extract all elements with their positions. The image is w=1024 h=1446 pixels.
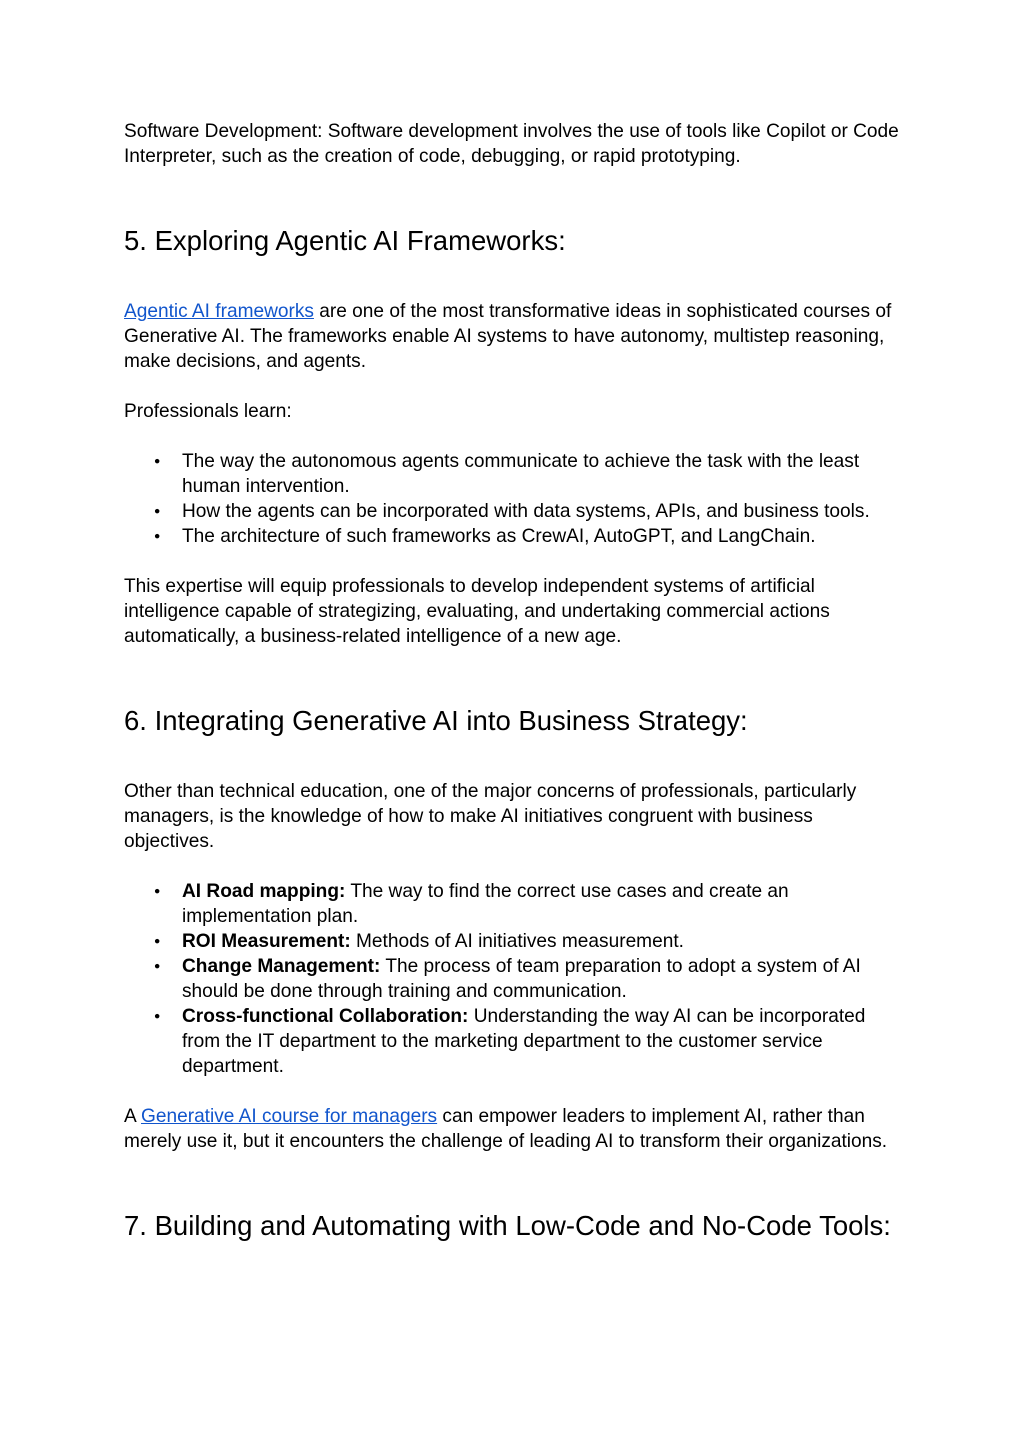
bullet-bold-label: Cross-functional Collaboration: [182, 1006, 469, 1027]
list-item [124, 1004, 900, 1079]
section6-bullet-list [124, 879, 900, 1079]
list-item [124, 879, 900, 929]
list-item: ● The architecture of such frameworks as CrewAI, AutoGPT, and LangChain. [124, 524, 900, 549]
bullet-text: Understanding the way AI can be incorporated from the IT department to the marketing department to the customer service department. [182, 1006, 866, 1077]
section5-bullet-list [124, 449, 900, 549]
bullet-text: The way to find the correct use cases and create an implementation plan. [182, 881, 789, 927]
professionals-learn-paragraph: Professionals learn: [124, 401, 292, 422]
bullet-bold-label: ROI Measurement: [182, 931, 351, 952]
list-item [124, 954, 900, 1004]
list-item: ● How the agents can be incorporated with data systems, APIs, and business tools. [124, 499, 900, 524]
bullet-bold-label: Change Management: [182, 956, 381, 977]
intro-paragraph: Software Development: Software development involves the use of tools like Copilot or Code Interpreter, such as the creation of code, debugging, or rapid prototyping. [124, 121, 899, 167]
section6-closing-before-link: A [124, 1106, 141, 1127]
generative-ai-course-link[interactable]: Generative AI course for managers [141, 1106, 438, 1127]
section5-closing-paragraph: This expertise will equip professionals to develop independent systems of artificial intelligence capable of strategizing, evaluating, and undertaking commercial actions automatically, a business-related intelligence of a new age. [124, 576, 830, 647]
list-item [124, 929, 900, 954]
section6-heading: 6. Integrating Generative AI into Business Strategy: [124, 705, 748, 736]
bullet-text: The process of team preparation to adopt a system of AI should be done through training and communication. [182, 956, 861, 1002]
section5-lead-text: are one of the most transformative ideas in sophisticated courses of Generative AI. The frameworks enable AI systems to have autonomy, multistep reasoning, make decisions, and agents. [124, 301, 892, 372]
section6-lead-paragraph: Other than technical education, one of the major concerns of professionals, particularly managers, is the knowledge of how to make AI initiatives congruent with business objectives. [124, 781, 857, 852]
list-item: ● The way the autonomous agents communicate to achieve the task with the least human intervention. [124, 449, 900, 499]
agentic-ai-frameworks-link[interactable]: Agentic AI frameworks [124, 301, 314, 322]
bullet-text: Methods of AI initiatives measurement. [350, 931, 684, 952]
section6-closing-after-link: can empower leaders to implement AI, rather than merely use it, but it encounters the challenge of leading AI to transform their organizations. [124, 1106, 888, 1152]
section5-lead-paragraph [124, 299, 900, 374]
section6-closing-paragraph [124, 1104, 900, 1154]
bullet-bold-label: AI Road mapping: [182, 881, 346, 902]
section5-heading: 5. Exploring Agentic AI Frameworks: [124, 225, 566, 256]
section7-heading: 7. Building and Automating with Low-Code and No-Code Tools: [124, 1210, 891, 1241]
